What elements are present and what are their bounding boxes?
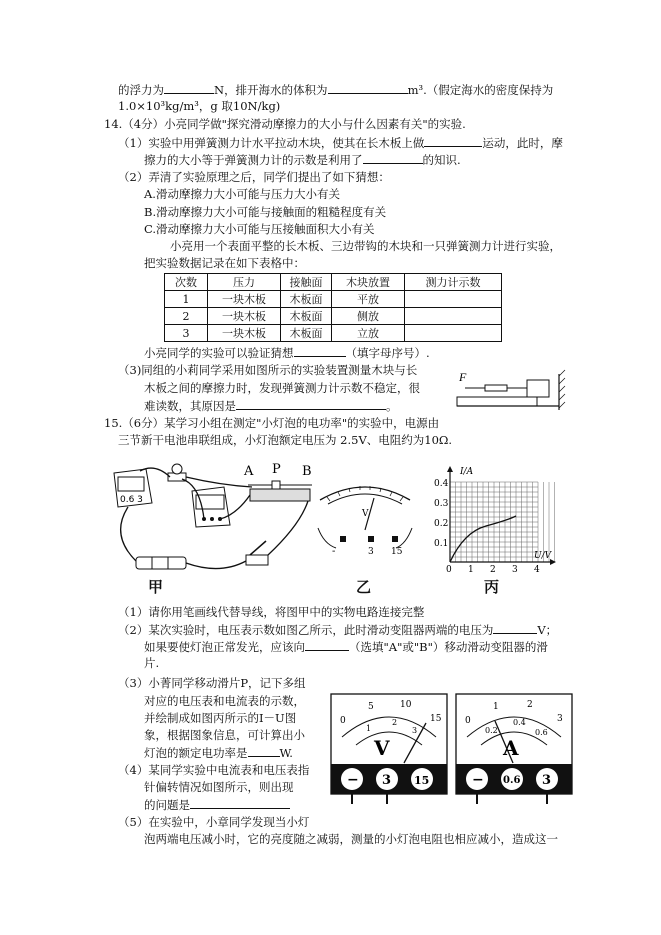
data-table: [164, 273, 502, 342]
terminal-label: 3: [542, 773, 552, 788]
rheostat: [248, 481, 312, 501]
text-line: 并绘制成如图丙所示的I－U图: [144, 711, 297, 725]
table-cell: 一块木板: [208, 291, 281, 308]
answer-blank[interactable]: [305, 638, 349, 651]
scale-label: 1: [366, 724, 372, 733]
scale-label: 3: [557, 714, 563, 724]
answer-blank[interactable]: [424, 134, 482, 147]
text-line: （2）弄清了实验原理之后，同学们提出了如下猜想：: [118, 170, 390, 184]
text-line: 片.: [144, 656, 160, 670]
answer-blank[interactable]: [190, 796, 290, 809]
voltmeter-unit: V: [362, 509, 369, 519]
answer-blank[interactable]: [236, 397, 386, 410]
text-line: 小亮用一个表面平整的长木板、三边带钩的木块和一只弹簧测力计进行实验，: [170, 239, 561, 253]
answer-blank[interactable]: [248, 744, 280, 757]
scale-label: 0: [340, 716, 346, 726]
table-cell: 1: [165, 291, 208, 308]
guess-b: B.滑动摩擦力大小可能与接触面的粗糙程度有关: [144, 205, 387, 219]
text-line: （3)同组的小莉同学采用如图所示的实验装置测量木块与长: [118, 363, 418, 377]
answer-blank[interactable]: [493, 621, 537, 634]
x-tick: 1: [468, 565, 474, 572]
table-cell: 一块木板: [208, 308, 281, 325]
svg-text:0.6 3: 0.6 3: [120, 495, 143, 505]
text-line: 1.0×10³kg/m³，g 取10N/kg): [118, 99, 281, 113]
ammeter-panel: [455, 693, 573, 805]
scale-label: 2: [392, 718, 398, 727]
scale-label: 0: [465, 716, 471, 726]
circuit-figure: [100, 455, 320, 575]
text-line: 小亮同学的实验可以验证猜想 （填字母序号）.: [144, 346, 430, 360]
terminal-label: 3: [382, 773, 392, 788]
figure-label-jia: 甲: [148, 578, 164, 596]
table-cell: 平放: [332, 291, 405, 308]
table-cell: 木板面: [281, 291, 332, 308]
text-line: （4）某同学实验中电流表和电压表指: [118, 763, 310, 777]
text-line: 灯泡的额定电功率是 W.: [144, 746, 293, 760]
table-row: [165, 308, 502, 325]
x-tick: 3: [512, 565, 518, 572]
scale-label: 2: [527, 700, 533, 710]
answer-blank[interactable]: [363, 151, 423, 164]
terminal-b-label: B: [302, 464, 312, 479]
y-tick: 0.2: [434, 519, 449, 529]
table-cell: 立放: [332, 325, 405, 342]
text-line: 木板之间的摩擦力时，发现弹簧测力计示数不稳定，很: [144, 381, 420, 395]
text-line: 三节新干电池串联组成，小灯泡额定电压为 2.5V、电阻约为10Ω.: [118, 433, 453, 447]
question-15-title: 15.（6分）某学习小组在测定"小灯泡的电功率"的实验中，电源由: [104, 416, 440, 430]
text-line: 对应的电压表和电流表的示数，: [144, 694, 305, 708]
terminal-a-label: A: [244, 464, 254, 479]
table-cell: 木板面: [281, 308, 332, 325]
text-line: 针偏转情况如图所示，则出现: [144, 780, 294, 794]
slider-p-label: P: [272, 462, 281, 477]
table-cell: 2: [165, 308, 208, 325]
terminal-label: 15: [414, 774, 430, 787]
scale-label: 3: [412, 726, 418, 735]
switch: [246, 541, 268, 565]
question-14-title: 14.（4分）小亮同学做"探究滑动摩擦力的大小与什么因素有关"的实验.: [104, 117, 466, 131]
terminal-label: −: [347, 772, 359, 788]
y-tick: 0.1: [434, 539, 449, 549]
x-tick: 4: [534, 565, 540, 572]
iu-graph: [430, 462, 558, 572]
table-cell: 一块木板: [208, 325, 281, 342]
scale-label: 1: [493, 702, 499, 712]
text-line: 擦力的大小等于弹簧测力计的示数是利用了 的知识.: [144, 153, 461, 167]
text-line: （1）请你用笔画线代替导线，将图甲中的实物电路连接完整: [118, 605, 425, 619]
table-cell: [405, 291, 502, 308]
guess-a: A.滑动摩擦力大小可能与压力大小有关: [144, 187, 340, 201]
y-tick: 0.4: [434, 479, 449, 489]
text-line: （5）在实验中，小章同学发现当小灯: [118, 815, 310, 829]
table-cell: [405, 325, 502, 342]
x-tick: 2: [490, 565, 496, 572]
scale-label: 15: [430, 714, 442, 724]
text-line: （1）实验中用弹簧测力计水平拉动木块，使其在长木板上做 运动，此时，摩: [118, 136, 563, 150]
scale-label: 0.4: [513, 718, 526, 727]
bulb-holder: [168, 464, 186, 481]
terminal-label: -: [332, 546, 336, 557]
table-header: 次数: [165, 274, 208, 291]
table-cell: 侧放: [332, 308, 405, 325]
terminal-label: 3: [368, 547, 374, 557]
table-header: 木块放置: [332, 274, 405, 291]
scale-label: 0.6: [535, 728, 548, 737]
answer-blank[interactable]: [164, 81, 214, 94]
voltmeter-panel: [330, 693, 448, 805]
table-row: [165, 325, 502, 342]
answer-blank[interactable]: [294, 344, 346, 357]
battery-pack: [136, 557, 186, 569]
table-cell: 3: [165, 325, 208, 342]
table-header: 压力: [208, 274, 281, 291]
ammeter-letter: A: [503, 736, 519, 760]
text-line: （2）某次实验时，电压表示数如图乙所示，此时滑动变阻器两端的电压为 V；: [118, 623, 558, 637]
figure-label-bing: 丙: [484, 578, 500, 596]
text-line: 的问题是: [144, 796, 290, 813]
text-line: 难读数，其原因是 。: [144, 399, 398, 413]
table-cell: 木板面: [281, 325, 332, 342]
table-row: [165, 291, 502, 308]
table-header: 接触面: [281, 274, 332, 291]
scale-label: 5: [368, 702, 374, 712]
table-header: 测力计示数: [405, 274, 502, 291]
terminal-label: −: [472, 772, 484, 788]
text-line: 的浮力为 N，排开海水的体积为 m³.（假定海水的密度保持为: [118, 83, 554, 97]
text-line: 泡两端电压减小时，它的亮度随之减弱，测量的小灯泡电阻也相应减小，造成这一: [144, 832, 558, 846]
text-line: （3）小菁同学移动滑片P，记下多组: [118, 676, 306, 690]
table-header-row: [165, 274, 502, 291]
voltmeter-figure-yi: [316, 478, 414, 558]
terminal-label: 15: [391, 547, 403, 557]
text-line: 如果要使灯泡正常发光，应该向 （选填"A"或"B"）移动滑动变阻器的滑: [144, 640, 548, 654]
y-axis-label: I/A: [460, 467, 474, 477]
x-tick: 0: [446, 565, 452, 572]
figure-label-yi: 乙: [356, 578, 372, 596]
friction-apparatus-figure: [455, 366, 570, 416]
ammeter-device: [114, 469, 152, 507]
y-tick: 0.3: [434, 499, 449, 509]
terminal-label: 0.6: [503, 775, 521, 786]
table-cell: [405, 308, 502, 325]
scale-label: 10: [400, 700, 412, 710]
voltmeter-letter: V: [374, 736, 390, 760]
force-label: F: [459, 370, 467, 384]
text-line: 把实验数据记录在如下表格中：: [144, 256, 305, 270]
text-line: 象，根据图象信息，可计算出小: [144, 728, 305, 742]
answer-blank[interactable]: [328, 81, 408, 94]
scale-label: 0.2: [485, 726, 498, 735]
guess-c: C.滑动摩擦力大小可能与压接触面积大小有关: [144, 222, 375, 236]
x-axis-label: U/V: [534, 551, 552, 561]
